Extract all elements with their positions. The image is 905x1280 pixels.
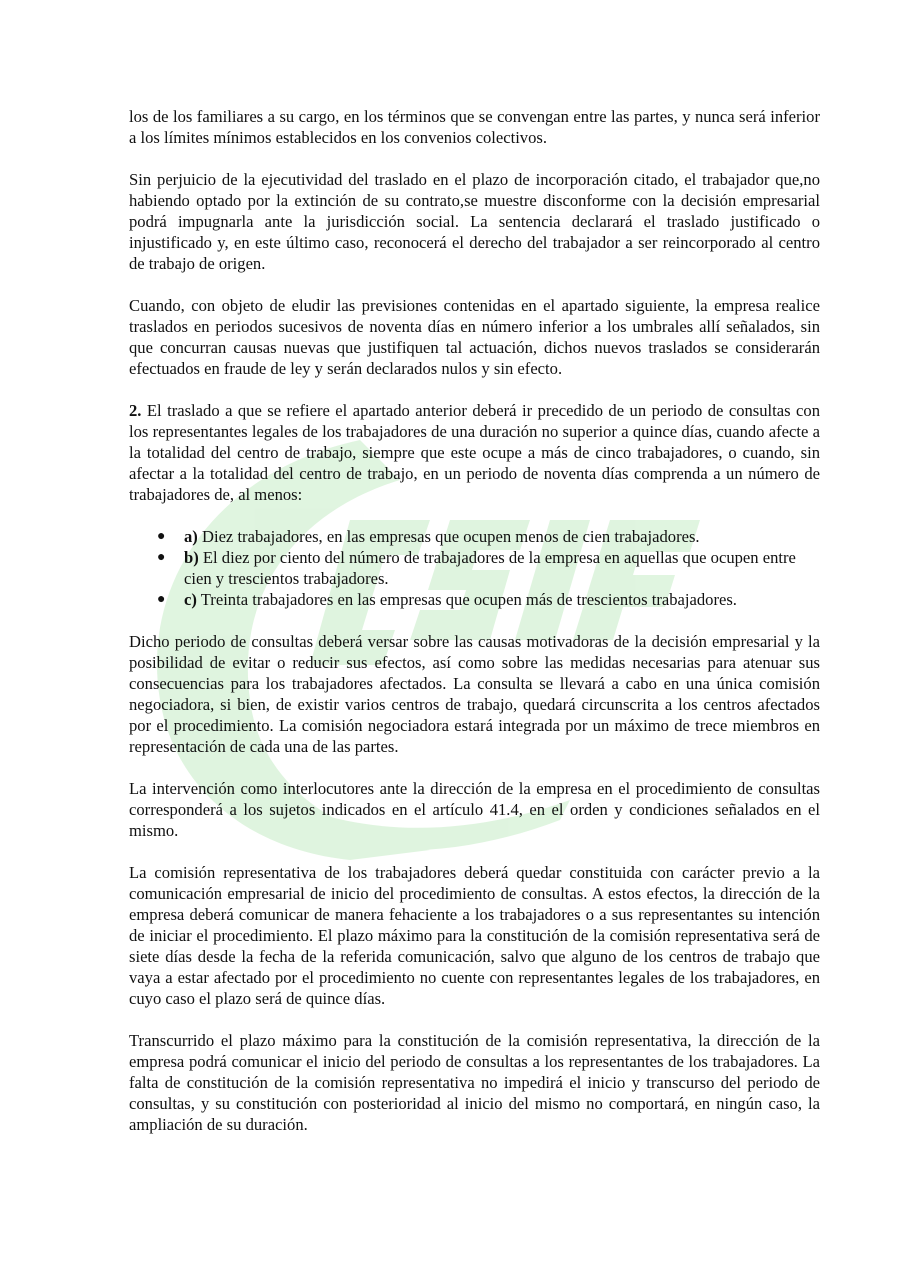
- list-item-letter: a): [184, 527, 198, 546]
- list-item-text: El diez por ciento del número de trabajadores de la empresa en aquellas que ocupen entre cien y trescientos trabajadores.: [184, 548, 796, 588]
- paragraph-5: La intervención como interlocutores ante la dirección de la empresa en el procedimiento de consultas corresponderá a los sujetos indicados en el artículo 41.4, en el orden y condiciones señalados en el mismo.: [129, 779, 820, 840]
- list-item-letter: b): [184, 548, 199, 567]
- paragraph-7: Transcurrido el plazo máximo para la constitución de la comisión representativa, la dirección de la empresa podrá comunicar el inicio del periodo de consultas a los representantes de los trabajadores. La falta de constitución de la comisión representativa no impedirá el inicio y transcurso del periodo de consultas, y su constitución con posterioridad al inicio del mismo no comportará, en ningún caso, la ampliación de su duración.: [129, 1031, 820, 1134]
- list-item: [157, 526, 820, 547]
- document-page: [129, 106, 820, 1156]
- list-item: [157, 547, 820, 589]
- list-item: [157, 589, 820, 610]
- paragraph-4: Dicho periodo de consultas deberá versar sobre las causas motivadoras de la decisión empresarial y la posibilidad de evitar o reducir sus efectos, así como sobre las medidas necesarias para atenuar sus consecuencias para los trabajadores afectados. La consulta se llevará a cabo en una única comisión negociadora, si bien, de existir varios centros de trabajo, quedará circunscrita a los centros afectados por el procedimiento. La comisión negociadora estará integrada por un máximo de trece miembros en representación de cada una de las partes.: [129, 632, 820, 756]
- section-number: 2.: [129, 401, 142, 420]
- section-2-text: El traslado a que se refiere el apartado anterior deberá ir precedido de un periodo de consultas con los representantes legales de los trabajadores de una duración no superior a quince días, cuando afecte a la totalidad del centro de trabajo, siempre que este ocupe a más de cinco trabajadores, o cuando, sin afectar a la totalidad del centro de trabajo, en un periodo de noventa días comprenda a un número de trabajadores de, al menos:: [129, 401, 820, 504]
- section-2-paragraph: [129, 400, 820, 505]
- bullet-icon: ●: [157, 592, 166, 607]
- bullet-icon: ●: [157, 550, 166, 565]
- list-item-letter: c): [184, 590, 197, 609]
- paragraph-3: Cuando, con objeto de eludir las previsiones contenidas en el apartado siguiente, la empresa realice traslados en periodos sucesivos de noventa días en número inferior a los umbrales allí señalados, sin que concurran causas nuevas que justifiquen tal actuación, dichos nuevos traslados se considerarán efectuados en fraude de ley y serán declarados nulos y sin efecto.: [129, 296, 820, 378]
- paragraph-2: Sin perjuicio de la ejecutividad del traslado en el plazo de incorporación citado, el trabajador que,no habiendo optado por la extinción de su contrato,se muestre disconforme con la decisión empresarial podrá impugnarla ante la jurisdicción social. La sentencia declarará el traslado justificado o injustificado y, en este último caso, reconocerá el derecho del trabajador a ser reincorporado al centro de trabajo de origen.: [129, 170, 820, 273]
- paragraph-1: los de los familiares a su cargo, en los términos que se convengan entre las partes, y nunca será inferior a los límites mínimos establecidos en los convenios colectivos.: [129, 107, 820, 147]
- threshold-list: [129, 526, 820, 610]
- bullet-icon: ●: [157, 529, 166, 544]
- list-item-text: Diez trabajadores, en las empresas que ocupen menos de cien trabajadores.: [197, 527, 700, 546]
- list-item-text: Treinta trabajadores en las empresas que ocupen más de trescientos trabajadores.: [196, 590, 737, 609]
- paragraph-6: La comisión representativa de los trabajadores deberá quedar constituida con carácter previo a la comunicación empresarial de inicio del procedimiento de consultas. A estos efectos, la dirección de la empresa deberá comunicar de manera fehaciente a los trabajadores o a sus representantes su intención de iniciar el procedimiento. El plazo máximo para la constitución de la comisión representativa será de siete días desde la fecha de la referida comunicación, salvo que alguno de los centros de trabajo que vaya a estar afectado por el procedimiento no cuente con representantes legales de los trabajadores, en cuyo caso el plazo será de quince días.: [129, 863, 820, 1008]
